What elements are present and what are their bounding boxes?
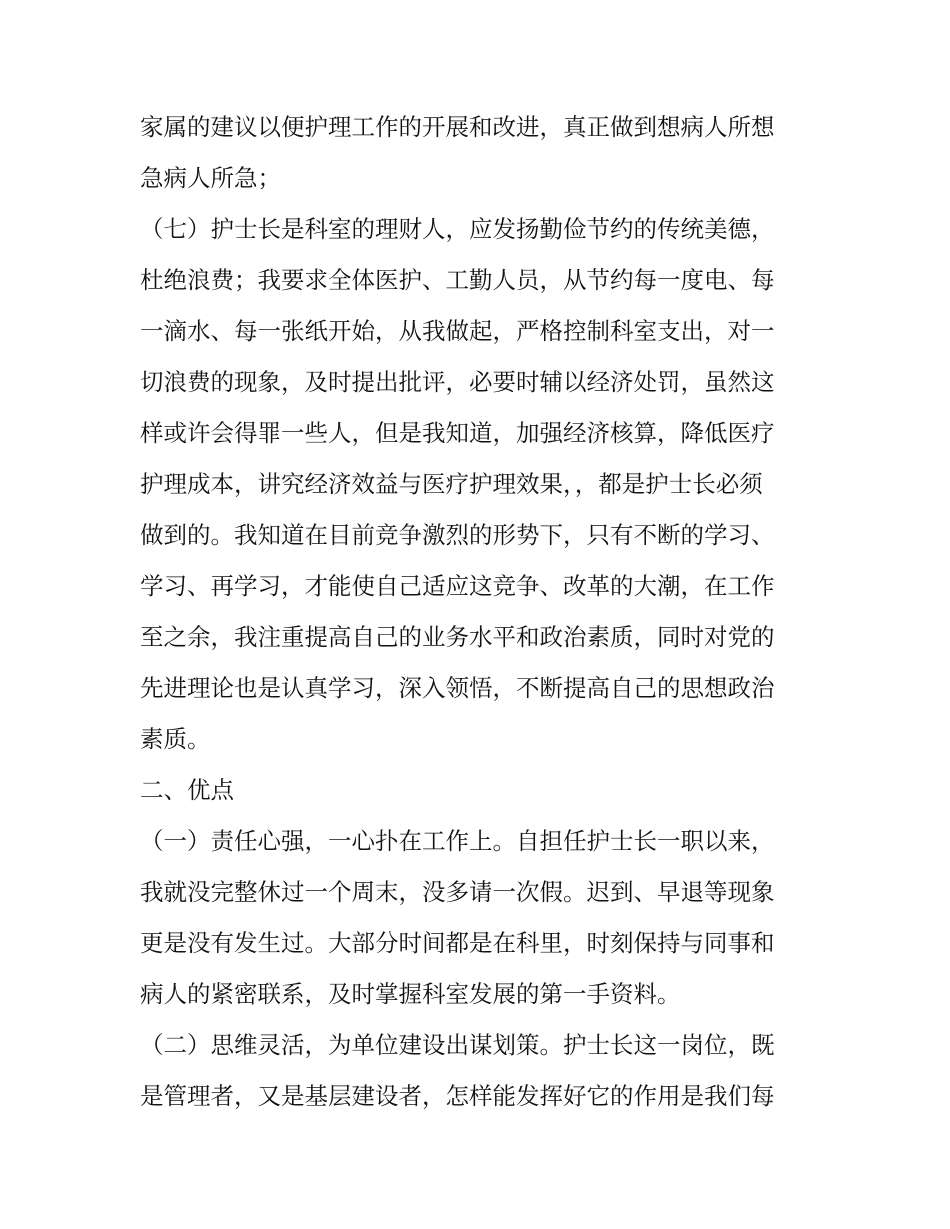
text-line: 病人的紧密联系，及时掌握科室发展的第一手资料。 (140, 980, 681, 1008)
text-line: 我就没完整休过一个周末，没多请一次假。迟到、早退等现象 (140, 878, 775, 906)
text-line: 样或许会得罪一些人，但是我知道，加强经济核算，降低医疗 (140, 419, 775, 447)
text-line: 是管理者，又是基层建设者，怎样能发挥好它的作用是我们每 (140, 1082, 775, 1110)
document-body (140, 102, 812, 1122)
text-line: 切浪费的现象，及时提出批评，必要时辅以经济处罚，虽然这 (140, 368, 775, 396)
text-line: （二）思维灵活，为单位建设出谋划策。护士长这一岗位，既 (140, 1031, 775, 1059)
section-heading: 二、优点 (140, 776, 234, 804)
text-line: （七）护士长是科室的理财人，应发扬勤俭节约的传统美德， (140, 215, 775, 243)
text-line: 家属的建议以便护理工作的开展和改进，真正做到想病人所想 (140, 113, 775, 141)
text-line: 学习、再学习，才能使自己适应这竞争、改革的大潮，在工作 (140, 572, 775, 600)
text-line: 做到的。我知道在目前竞争激烈的形势下，只有不断的学习、 (140, 521, 775, 549)
text-line: 先进理论也是认真学习，深入领悟，不断提高自己的思想政治 (140, 674, 775, 702)
text-line: 更是没有发生过。大部分时间都是在科里，时刻保持与同事和 (140, 929, 775, 957)
text-line: 护理成本，讲究经济效益与医疗护理效果，，都是护士长必须 (140, 470, 763, 498)
text-line: 急病人所急； (140, 164, 281, 192)
text-line: 杜绝浪费；我要求全体医护、工勤人员，从节约每一度电、每 (140, 266, 775, 294)
text-line: 至之余，我注重提高自己的业务水平和政治素质，同时对党的 (140, 623, 775, 651)
text-line: （一）责任心强，一心扑在工作上。自担任护士长一职以来， (140, 827, 775, 855)
text-line: 一滴水、每一张纸开始，从我做起，严格控制科室支出，对一 (140, 317, 775, 345)
text-line: 素质。 (140, 725, 211, 753)
